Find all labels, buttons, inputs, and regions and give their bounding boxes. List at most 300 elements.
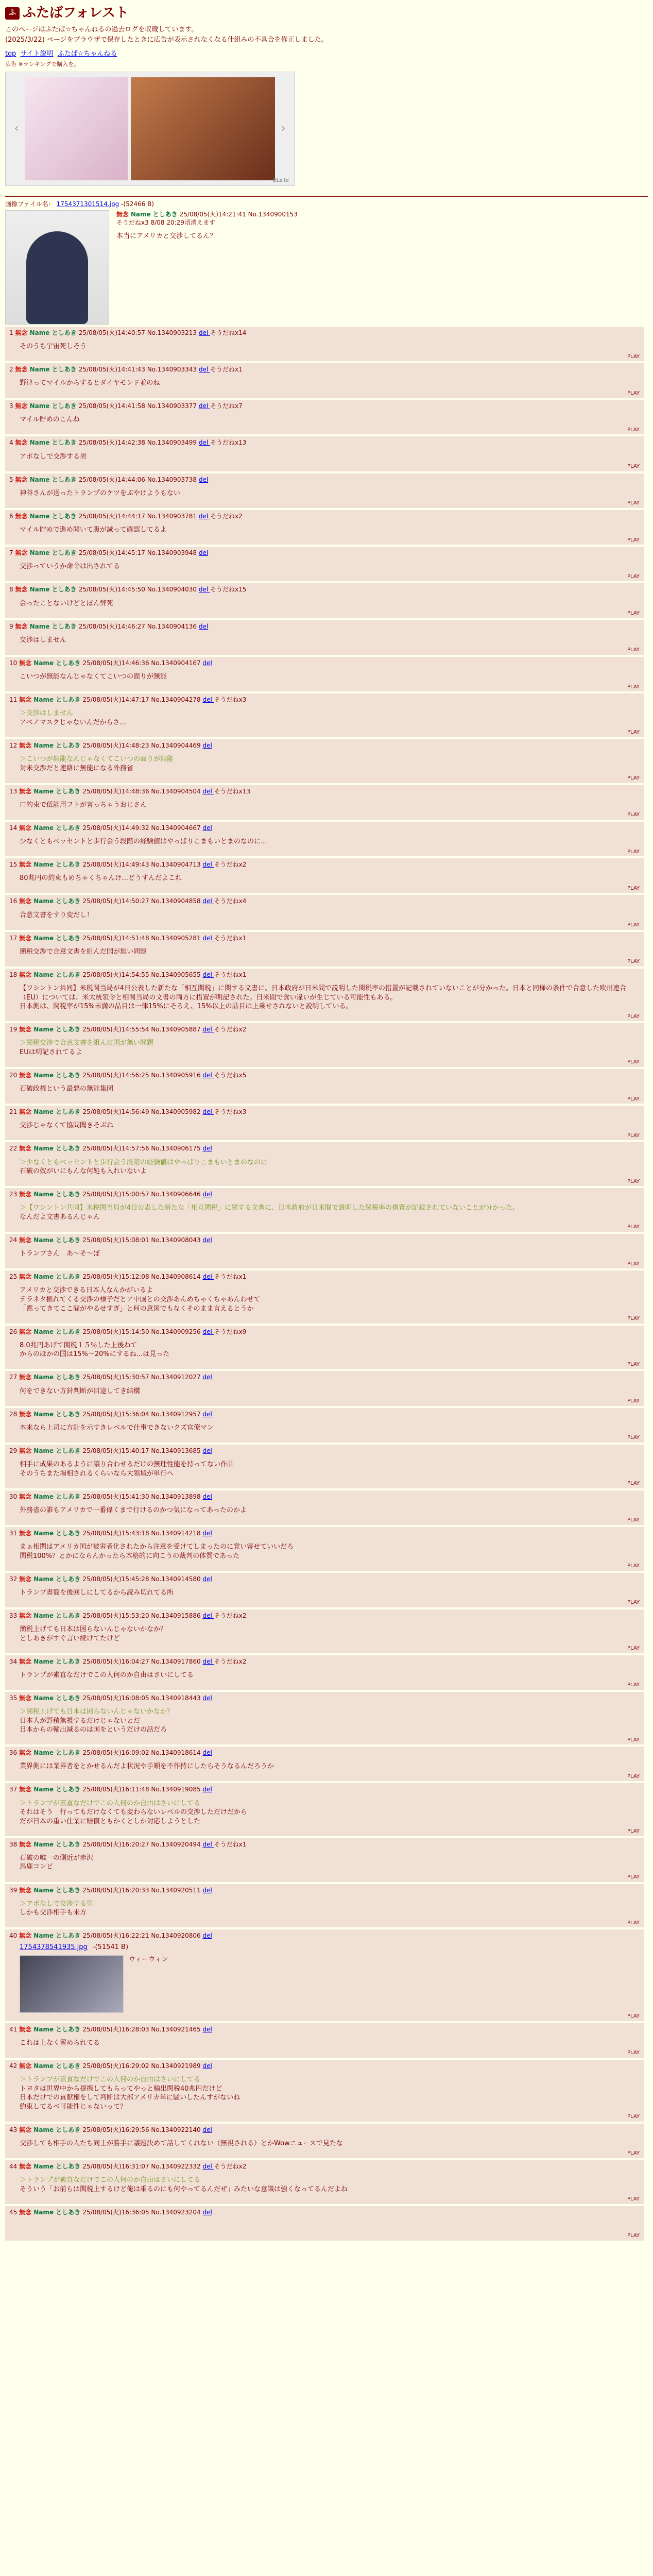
reply-index: 28 [9, 1410, 20, 1418]
reply-footer: PLAY [627, 2233, 640, 2239]
post-number[interactable]: No.1340918443 [151, 1694, 203, 1702]
post-number[interactable]: No.1340922140 [151, 2126, 203, 2133]
reply-header [9, 1749, 640, 1757]
soudane-count[interactable]: そうだねx2 [214, 861, 247, 869]
post-number[interactable]: No.1340904504 [151, 787, 203, 795]
subject: 無念 [19, 2062, 34, 2070]
reply-text: トヨタは世界中から提携してもらってやっと輸出関税40兆円だけど [20, 2084, 222, 2093]
table-row [5, 1929, 644, 2021]
reply-body [20, 562, 640, 571]
post-datetime: 25/08/05(火)14:50:27 [82, 897, 151, 905]
reply-footer: PLAY [627, 1682, 640, 1688]
post-number[interactable]: No.1340903499 [147, 439, 199, 447]
reply-header [9, 1025, 640, 1033]
reply-body [20, 2176, 640, 2194]
poster-name: Name としあき [33, 824, 83, 832]
soudane-count[interactable]: そうだねx14 [210, 329, 247, 336]
reply-header [9, 741, 640, 750]
reply-index: 8 [9, 586, 15, 594]
post-number[interactable]: No.1340912027 [151, 1374, 203, 1381]
reply-footer: PLAY [627, 2150, 640, 2157]
post-number[interactable]: No.1340913685 [151, 1447, 203, 1454]
reply-header [9, 549, 640, 557]
table-row [5, 2060, 644, 2122]
poster-name: Name としあき [33, 1410, 83, 1418]
poster-name: Name としあき [33, 1932, 83, 1940]
reply-footer: PLAY [627, 1828, 640, 1835]
delete-link[interactable]: del [198, 512, 210, 520]
reply-header [9, 897, 640, 905]
post-number[interactable]: No.1340921989 [151, 2062, 203, 2070]
reply-footer: PLAY [627, 2196, 640, 2202]
delete-link[interactable]: del [202, 1612, 214, 1619]
subject: 無念 [19, 934, 34, 942]
delete-link[interactable]: del [202, 824, 212, 832]
post-number[interactable]: No.1340908614 [151, 1273, 203, 1281]
delete-link[interactable]: del [202, 741, 212, 749]
soudane-count[interactable]: そうだねx2 [210, 512, 243, 520]
reply-index: 12 [9, 741, 20, 749]
reply-header [9, 824, 640, 832]
delete-link[interactable]: del [202, 1840, 214, 1848]
post-datetime: 25/08/05(火)14:45:50 [78, 586, 147, 594]
subject: 無念 [19, 1886, 34, 1894]
post-datetime: 25/08/05(火)16:29:56 [82, 2126, 151, 2133]
delete-link[interactable]: del [202, 1694, 212, 1702]
reply-body [20, 1341, 640, 1359]
post-number[interactable]: No.1340903781 [147, 512, 199, 520]
reply-body [20, 947, 640, 957]
post-datetime: 25/08/05(火)14:45:17 [78, 549, 147, 557]
reply-index: 40 [9, 1932, 20, 1940]
poster-name: Name としあき [33, 1657, 83, 1665]
delete-link[interactable]: del [202, 1236, 212, 1244]
delete-link[interactable]: del [202, 2162, 214, 2170]
reply-text: テラネタ振れてくる交渉の様子だとア中国との交渉あんめちゃくちゃあんわせて [20, 1295, 261, 1303]
delete-link[interactable]: del [198, 622, 209, 630]
delete-link[interactable]: del [198, 329, 210, 336]
subject: 無念 [19, 1612, 34, 1619]
delete-link[interactable]: del [202, 934, 214, 942]
chevron-left-icon[interactable]: ‹ [14, 122, 19, 135]
delete-link[interactable]: del [202, 1071, 214, 1079]
ad-banner[interactable] [5, 72, 295, 186]
reply-text: としあきがすぐ言い続けてたけど [20, 1634, 121, 1642]
poster-name: Name としあき [33, 1529, 83, 1537]
reply-header [9, 1447, 640, 1455]
subject: 無念 [19, 861, 34, 869]
site-logo: ふ [5, 7, 20, 20]
delete-link[interactable]: del [202, 1108, 214, 1116]
poster-name: Name としあき [29, 366, 79, 373]
post-datetime: 25/08/05(火)14:51:48 [82, 934, 151, 942]
post-datetime: 25/08/05(火)14:41:58 [78, 402, 147, 410]
post-number[interactable]: No.1340920511 [151, 1886, 203, 1894]
reply-body [20, 874, 640, 883]
delete-link[interactable]: del [202, 659, 212, 667]
reply-text: EUは明記されてるよ [20, 1048, 82, 1056]
reply-text: まぁ相関はアメリカ国が被害者化されたから注意を受けてしまったのに覚い寄せていいだろ [20, 1543, 294, 1551]
delete-link[interactable]: del [198, 549, 209, 557]
table-row [5, 693, 644, 737]
post-number[interactable]: No.1340904030 [147, 586, 199, 594]
soudane-count[interactable]: そうだねx3 [214, 1108, 247, 1116]
subject: 無念 [15, 329, 30, 336]
table-row [5, 473, 644, 508]
reply-header [9, 2126, 640, 2134]
table-row [5, 657, 644, 691]
poster-name: Name としあき [33, 1694, 83, 1702]
post-number[interactable]: No.1340920806 [151, 1932, 203, 1940]
post-number[interactable]: No.1340904713 [151, 861, 203, 869]
soudane-count[interactable]: そうだねx3 [214, 696, 247, 704]
post-number[interactable]: No.1340904469 [151, 741, 203, 749]
nav-about-link[interactable]: サイト説明 [20, 50, 54, 58]
reply-body [20, 2139, 640, 2148]
poster-name: Name としあき [33, 1575, 83, 1583]
delete-link[interactable]: del [202, 1786, 212, 1793]
table-row [5, 1142, 644, 1186]
op-post [5, 210, 648, 325]
soudane-count[interactable]: そうだねx4 [214, 897, 247, 905]
soudane-count[interactable]: そうだねx1 [214, 1273, 247, 1281]
reply-footer: PLAY [627, 1874, 640, 1880]
delete-link[interactable]: del [202, 2025, 212, 2033]
soudane-count[interactable]: そうだねx1 [214, 971, 247, 978]
post-datetime: 25/08/05(火)14:55:54 [82, 1026, 151, 1033]
reply-index: 41 [9, 2025, 20, 2033]
soudane-count[interactable]: そうだねx2 [214, 1612, 247, 1619]
divider [5, 196, 648, 197]
post-number[interactable]: No.1340904858 [151, 897, 203, 905]
reply-body [20, 1799, 640, 1826]
subject: 無念 [19, 741, 34, 749]
reply-index: 38 [9, 1840, 20, 1848]
soudane-count[interactable]: そうだねx1 [214, 1840, 247, 1848]
reply-footer: PLAY [627, 1600, 640, 1606]
post-number[interactable]: No.1340906646 [151, 1191, 203, 1198]
table-row [5, 1445, 644, 1488]
ad-caption: DLsite [272, 178, 289, 184]
table-row [5, 510, 644, 545]
reply-footer: PLAY [627, 573, 640, 580]
reply-text: 【ワシントン共同】米税関当局が4日公表した新たな「相互関税」に関する文書に、日本政府が日米間で説明した関税率の措置が記載されていないことが分かった。日本と同様の条件で合意した欧州連合（EU）については、米大統領令と相関当局の文書の両方に措置が明記された。日米間で食い違いが生じている可能性もある。 [20, 985, 626, 1002]
post-number[interactable]: No.1340909256 [151, 1328, 203, 1335]
delete-link[interactable]: del [198, 402, 210, 410]
post-number[interactable]: No.1340905887 [151, 1026, 203, 1033]
table-row [5, 1490, 644, 1525]
post-number[interactable]: No.1340919085 [151, 1786, 203, 1793]
reply-header [9, 2162, 640, 2171]
post-number[interactable]: No.1340905655 [151, 971, 203, 978]
soudane-count[interactable]: そうだねx9 [214, 1328, 247, 1335]
delete-link[interactable]: del [202, 1886, 212, 1894]
post-number[interactable]: No.1340915886 [151, 1612, 203, 1619]
reply-text: なんだよ文書あるんじゃん [20, 1213, 100, 1221]
post-number[interactable]: No.1340904167 [151, 659, 203, 667]
subject: 無念 [19, 2126, 34, 2133]
reply-footer: PLAY [627, 1316, 640, 1322]
soudane-count[interactable]: そうだねx2 [214, 2162, 247, 2170]
reply-header [9, 512, 640, 520]
table-row [5, 400, 644, 434]
subject: 無念 [15, 622, 30, 630]
reply-body [20, 2075, 640, 2111]
post-number[interactable]: No.1340905916 [151, 1071, 203, 1079]
delete-link[interactable]: del [202, 2062, 212, 2070]
delete-link[interactable]: del [202, 1575, 212, 1583]
reply-text: 簡税上げても日本は困らないんじゃないかなか？ [20, 1625, 167, 1634]
reply-header [9, 2025, 640, 2033]
delete-link[interactable]: del [202, 897, 214, 905]
delete-link[interactable]: del [198, 439, 210, 447]
reply-text: トランプ書簡を後回しにしてるから読み切れてる所 [20, 1588, 174, 1597]
reply-footer: PLAY [627, 1059, 640, 1065]
delete-link[interactable]: del [202, 2208, 212, 2216]
table-row [5, 822, 644, 856]
delete-link[interactable]: del [202, 1328, 214, 1335]
post-number[interactable]: No.1340914218 [151, 1529, 203, 1537]
delete-link[interactable]: del [202, 2126, 212, 2133]
reply-header [9, 438, 640, 447]
poster-name: Name としあき [29, 476, 79, 483]
notice-line: (2025/3/22) ページをブラウザで保存したときに広告が表示されなくなる仕組みの不具合を修正しました。 [5, 36, 328, 44]
delete-link[interactable]: del [202, 861, 214, 869]
reply-index: 5 [9, 476, 15, 483]
delete-link[interactable]: del [202, 1529, 212, 1537]
reply-body [20, 1900, 640, 1918]
post-number[interactable]: No.1340903213 [147, 329, 199, 336]
ad-image[interactable] [25, 77, 128, 180]
reply-body [20, 1121, 640, 1130]
delete-link[interactable]: del [202, 1273, 214, 1281]
reply-header [9, 1144, 640, 1153]
reply-image[interactable] [20, 1955, 124, 2013]
file-meta: -(52466 B) [121, 200, 154, 208]
post-datetime: 25/08/05(火)14:48:36 [82, 787, 151, 795]
reply-text: 相手に成果のあるように譲り合わせるだけの無理性能を持ってない作品 [20, 1460, 234, 1468]
op-file-link[interactable]: 1754371301514.jpg [56, 200, 119, 208]
soudane-count[interactable]: そうだねx7 [210, 402, 243, 410]
post-number[interactable]: No.1340912957 [151, 1410, 203, 1418]
delete-link[interactable]: del [202, 1932, 212, 1940]
reply-text: トランプさん あ～そ～ぼ [20, 1250, 100, 1258]
poster-name: Name としあき [29, 439, 79, 447]
post-datetime: 25/08/05(火)16:22:21 [82, 1932, 151, 1940]
soudane-count[interactable]: そうだねx1 [214, 934, 247, 942]
reply-body [20, 1506, 640, 1515]
post-number[interactable]: No.1340904136 [147, 622, 199, 630]
reply-body [20, 1707, 640, 1735]
nav-top-link[interactable]: top [5, 50, 16, 58]
post-number[interactable]: No.1340904278 [151, 696, 203, 704]
reply-header [9, 622, 640, 631]
delete-link[interactable]: del [202, 971, 214, 978]
reply-text: 会ったことないけどとぼん弊死 [20, 599, 114, 607]
table-row [5, 1609, 644, 1653]
post-number[interactable]: No.1340922332 [151, 2162, 203, 2170]
reply-index: 4 [9, 439, 15, 447]
post-number[interactable]: No.1340920494 [151, 1840, 203, 1848]
table-row [5, 1783, 644, 1836]
post-number[interactable]: No.1340903948 [147, 549, 199, 557]
reply-header [9, 1190, 640, 1198]
nav [5, 49, 648, 59]
post-datetime: 25/08/05(火)15:41:30 [82, 1493, 151, 1500]
reply-footer: PLAY [627, 1773, 640, 1780]
reply-index: 2 [9, 366, 15, 373]
table-row [5, 1188, 644, 1232]
reply-body [20, 1387, 640, 1396]
post-number[interactable]: No.1340900153 [248, 210, 298, 218]
post-datetime: 25/08/05(火)14:47:17 [82, 696, 151, 704]
reply-file-link[interactable]: 1754378541935.jpg [20, 1943, 88, 1952]
nav-futaba-link[interactable]: ふたば☆ちゃんねる [57, 50, 117, 58]
subject: 無念 [15, 439, 30, 447]
post-number[interactable]: No.1340904667 [151, 824, 203, 832]
delete-link[interactable]: del [202, 1447, 212, 1454]
reply-footer: PLAY [627, 959, 640, 965]
table-row [5, 327, 644, 361]
reply-body [20, 1460, 640, 1478]
poster-name: Name としあき [33, 2062, 83, 2070]
reply-quote: ＞交渉はしません [20, 709, 74, 718]
reply-index: 17 [9, 934, 20, 942]
reply-body [20, 415, 640, 425]
table-row [5, 2160, 644, 2204]
poster-name: Name としあき [33, 1749, 83, 1757]
soudane-count[interactable]: そうだねx13 [214, 787, 251, 795]
reply-text: 石破の唯一の側近が赤沢 [20, 1854, 94, 1862]
delete-link[interactable]: del [202, 1145, 212, 1153]
soudane-count[interactable]: そうだねx5 [214, 1071, 247, 1079]
reply-text: 交渉じゃなくて協問聞きそぶね [20, 1122, 114, 1130]
subject: 無念 [19, 2025, 34, 2033]
op-image[interactable] [5, 210, 109, 325]
post-datetime: 25/08/05(火)14:56:25 [82, 1071, 151, 1079]
post-datetime: 25/08/05(火)15:08:01 [82, 1236, 151, 1244]
reply-header [9, 971, 640, 979]
delete-link[interactable]: del [202, 1191, 212, 1198]
table-row [5, 1371, 644, 1405]
reply-header [9, 1373, 640, 1381]
reply-body [20, 1204, 640, 1222]
reply-index: 25 [9, 1273, 20, 1281]
reply-text: だが日本の重い仕業に賠償ともかくとしか対応しようとした [20, 1817, 201, 1825]
post-number[interactable]: No.1340921465 [151, 2025, 203, 2033]
reply-text: こいつが無能なんじゃなくてこいつの面りが無能 [20, 673, 167, 681]
reply-text: 簡税交渉で合意文書を組んだ国が無い問題 [20, 947, 147, 956]
subject: 無念 [15, 512, 30, 520]
post-number[interactable]: No.1340908043 [151, 1236, 203, 1244]
soudane-count[interactable]: そうだねx13 [210, 439, 247, 447]
soudane-count[interactable]: そうだねx3 [116, 218, 149, 226]
table-row [5, 2206, 644, 2241]
post-number[interactable]: No.1340914580 [151, 1575, 203, 1583]
post-datetime: 25/08/05(火)16:20:27 [82, 1840, 151, 1848]
post-number[interactable]: No.1340903738 [147, 476, 199, 483]
reply-text: 日本側は、関税率が15%未満の品目は一律15%にそろえ、15%以上の品目は上乗せされないと説明している。 [20, 1003, 353, 1011]
delete-link[interactable]: del [198, 366, 210, 373]
reply-quote: ＞こいつが無能なんじゃなくてこいつの面りが無能 [20, 755, 174, 764]
reply-index: 30 [9, 1493, 20, 1500]
post-number[interactable]: No.1340903343 [147, 366, 199, 373]
delete-link[interactable]: del [202, 1410, 212, 1418]
reply-text: 合意文書をすり変だし！ [20, 911, 94, 919]
reply-text: 本来なら上司に方針を示すきレベルで仕事できないクズ官僚マン [20, 1423, 214, 1432]
reply-header [9, 329, 640, 337]
poster-name: Name としあき [33, 934, 83, 942]
reply-index: 44 [9, 2162, 20, 2170]
reply-header [9, 1108, 640, 1116]
soudane-count[interactable]: そうだねx2 [214, 1026, 247, 1033]
delete-link[interactable]: del [202, 696, 214, 704]
post-number[interactable]: No.1340903377 [147, 402, 199, 410]
reply-text: 「黙ってきてここ間がやるせすぎ」と何の意図でもなくそのまま言えるとうか [20, 1304, 254, 1313]
delete-link[interactable]: del [202, 787, 214, 795]
ad-image[interactable] [131, 77, 275, 180]
delete-link[interactable]: del [198, 476, 209, 483]
post-number[interactable]: No.1340913898 [151, 1493, 203, 1500]
poster-name: Name としあき [33, 1191, 83, 1198]
table-row [5, 1234, 644, 1268]
poster-name: Name としあき [33, 659, 83, 667]
post-number[interactable]: No.1340905281 [151, 934, 203, 942]
post-datetime: 25/08/05(火)14:41:43 [78, 366, 147, 373]
post-datetime: 25/08/05(火)16:11:48 [82, 1786, 151, 1793]
delete-link[interactable]: del [202, 1657, 214, 1665]
site-header [5, 4, 648, 22]
soudane-count[interactable]: そうだねx1 [210, 366, 243, 373]
poster-name: Name としあき [33, 2126, 83, 2133]
delete-link[interactable]: del [202, 1493, 212, 1500]
subject: 無念 [19, 1026, 34, 1033]
table-row [5, 1069, 644, 1104]
reply-body [20, 801, 640, 810]
post-number[interactable]: No.1340917860 [151, 1657, 203, 1665]
poster-name: Name としあき [33, 1108, 83, 1116]
post-datetime: 25/08/05(火)14:40:57 [78, 329, 147, 336]
reply-body [20, 2039, 640, 2048]
ad-label: 広告 ※ランキングで購入を。 [5, 60, 80, 67]
reply-footer: PLAY [627, 2013, 640, 2020]
delete-link[interactable]: del [202, 1374, 212, 1381]
subject: 無念 [116, 210, 129, 218]
reply-footer: PLAY [627, 1481, 640, 1487]
post-number[interactable]: No.1340905982 [151, 1108, 203, 1116]
delete-link[interactable]: del [202, 1749, 212, 1757]
delete-link[interactable]: del [202, 1026, 214, 1033]
soudane-count[interactable]: そうだねx2 [214, 1657, 247, 1665]
reply-text: マイル貯めで進め聞いて腹が減って確認してるよ [20, 526, 167, 534]
chevron-right-icon[interactable]: › [281, 122, 286, 135]
reply-footer: PLAY [627, 464, 640, 470]
subject: 無念 [15, 476, 30, 483]
reply-text: 業界側には業界者をとかせるんだよ状況や手順を不作持にしたらそうなるんだろうか [20, 1762, 274, 1771]
reply-footer: PLAY [627, 812, 640, 818]
op-header [116, 210, 298, 227]
reply-body [20, 672, 640, 682]
reply-index: 6 [9, 512, 15, 520]
post-number[interactable]: No.1340906175 [151, 1145, 203, 1153]
soudane-count[interactable]: そうだねx15 [210, 586, 247, 594]
delete-link[interactable]: del [198, 586, 210, 594]
post-number[interactable]: No.1340923204 [151, 2208, 203, 2216]
poster-name: Name としあき [33, 861, 83, 869]
reply-body [20, 1762, 640, 1771]
post-number[interactable]: No.1340918614 [151, 1749, 203, 1757]
reply-body [20, 526, 640, 535]
